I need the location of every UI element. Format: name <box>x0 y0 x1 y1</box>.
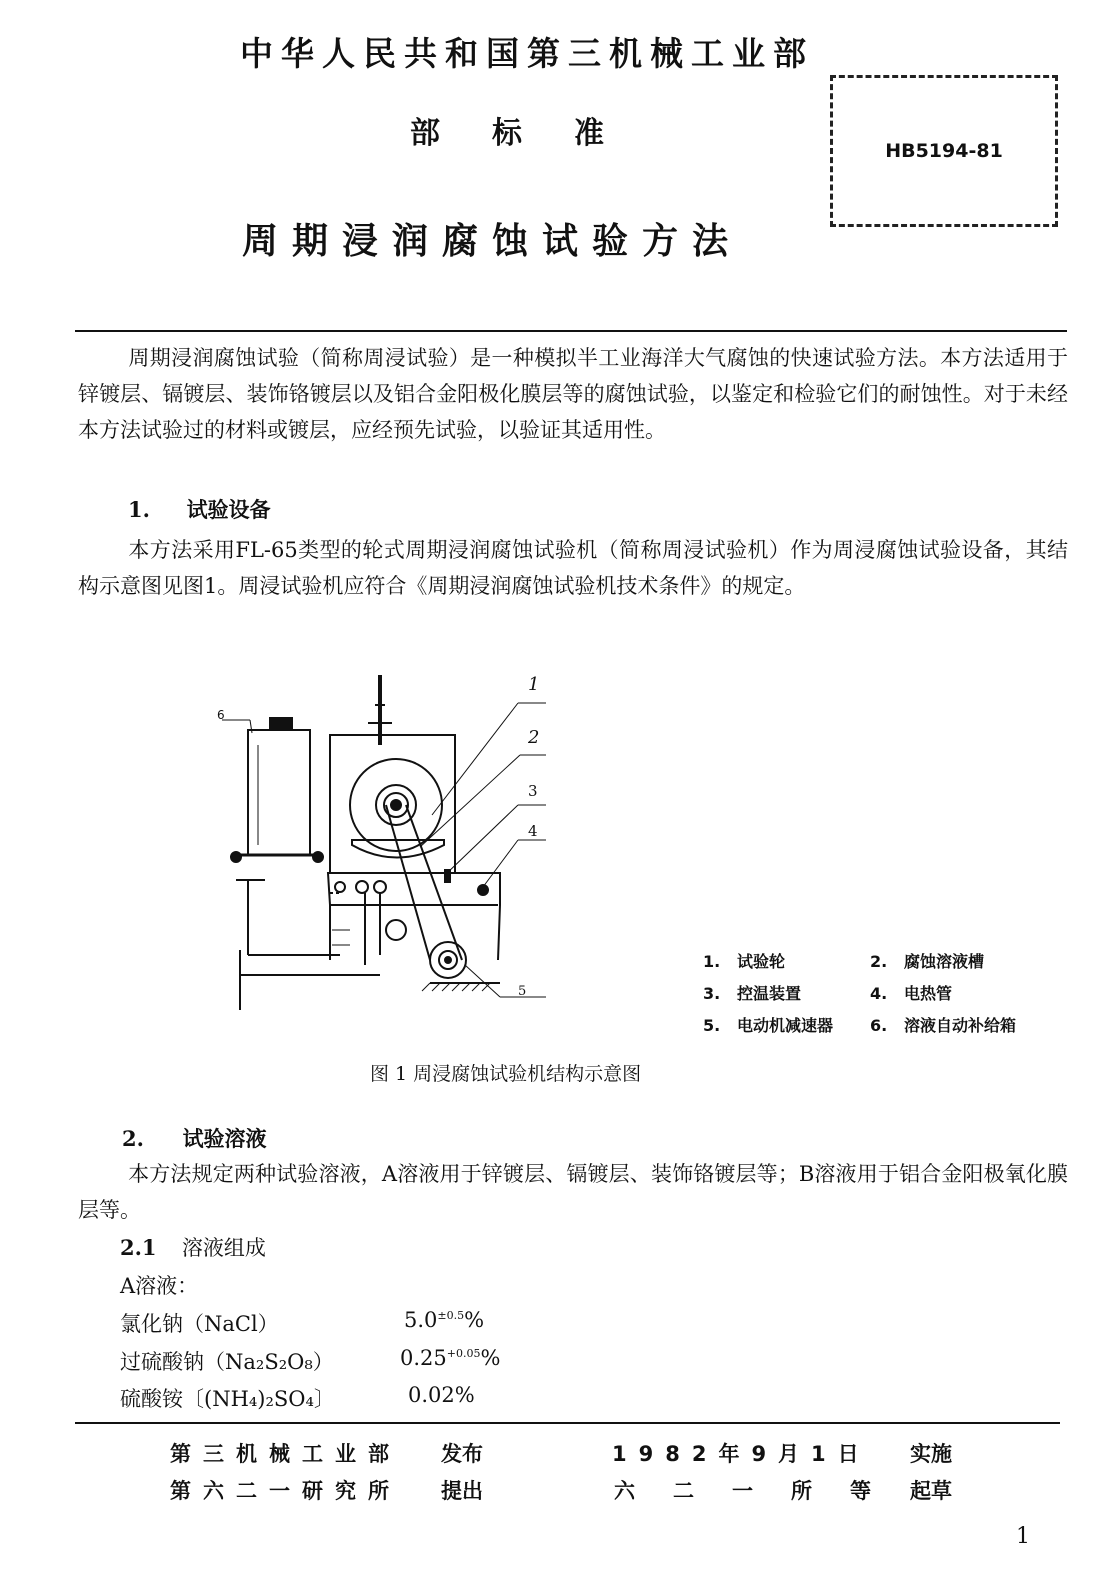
propose-label: 提出 <box>441 1479 483 1503</box>
document-title: 周期浸润腐蚀试验方法 <box>242 221 743 262</box>
page-number: 1 <box>1016 1524 1030 1549</box>
section1-number: 1. <box>128 497 150 522</box>
callout-3: 3 <box>528 782 538 800</box>
section1-text: 本方法采用FL-65类型的轮式周期浸润腐蚀试验机（简称周浸试验机）作为周浸腐蚀试验设备，其结构示意图见图1。周浸试验机应符合《周期浸润腐蚀试验机技术条件》的规定。 <box>78 538 1068 598</box>
issue-label: 发布 <box>441 1442 483 1466</box>
legend-item-2: 2. 腐蚀溶液槽 <box>870 952 984 971</box>
subsection-2-1 <box>120 1232 266 1262</box>
section2-paragraph <box>78 1156 1068 1228</box>
component-name: 硫酸铵〔(NH₄)₂SO₄〕 <box>120 1387 335 1411</box>
section2-text: 本方法规定两种试验溶液，A溶液用于锌镀层、镉镀层、装饰铬镀层等；B溶液用于铝合金阳极氧化膜层等。 <box>78 1162 1068 1222</box>
callout-4: 4 <box>528 822 538 840</box>
standard-code: HB5194-81 <box>885 140 1003 162</box>
legend-item-1: 1. 试验轮 <box>703 952 785 971</box>
section2-number: 2. <box>122 1126 144 1151</box>
component-name: 过硫酸钠（Na₂S₂O₈） <box>120 1350 334 1374</box>
component-name: 氯化钠（NaCl） <box>120 1312 279 1336</box>
solution-a-label: A溶液： <box>120 1274 199 1298</box>
component-value: 0.02% <box>408 1383 475 1407</box>
drafter: 六二一所等 <box>614 1479 909 1503</box>
ministry-title: 中华人民共和国第三机械工业部 <box>240 34 814 73</box>
component-value: $5.0^{\pm 0.5}\%$ <box>404 1308 485 1332</box>
proposer: 第六二一研究所 <box>170 1479 401 1503</box>
standard-code-box <box>830 75 1058 227</box>
subsection-number: 2.1 <box>120 1235 157 1260</box>
legend-item-4: 4. 电热管 <box>870 984 952 1003</box>
legend-item-5: 5. 电动机减速器 <box>703 1016 833 1035</box>
section1-paragraph <box>78 532 1068 604</box>
machine-frame-drawing <box>240 735 500 1010</box>
component-value: $0.25^{+0.05}\%$ <box>400 1346 501 1370</box>
motor-drawing <box>332 805 466 978</box>
section1-heading <box>128 494 271 524</box>
footer-divider <box>75 1422 1060 1424</box>
callout-1: 1 <box>528 674 540 695</box>
issuer: 第三机械工业部 <box>170 1442 401 1466</box>
standard-level: 部标准 <box>410 116 656 151</box>
apparatus-diagram <box>200 665 560 1010</box>
legend-item-6: 6. 溶液自动补给箱 <box>870 1016 1016 1035</box>
effective-date: 1982年9月1日 <box>612 1442 871 1466</box>
callout-5: 5 <box>518 984 527 999</box>
figure-caption: 图 1 周浸腐蚀试验机结构示意图 <box>370 1063 642 1085</box>
section2-heading <box>122 1123 267 1153</box>
header-divider <box>75 330 1067 332</box>
subsection-title: 溶液组成 <box>181 1236 266 1260</box>
section1-title: 试验设备 <box>186 497 271 522</box>
intro-text: 周期浸润腐蚀试验（简称周浸试验）是一种模拟半工业海洋大气腐蚀的快速试验方法。本方法适用于锌镀层、镉镀层、装饰铬镀层以及铝合金阳极化膜层等的腐蚀试验，以鉴定和检验它们的耐蚀性。对于未经本方法试验过的材料或镀层，应经预先试验，以验证其适用性。 <box>78 346 1068 442</box>
section2-title: 试验溶液 <box>182 1126 267 1151</box>
draft-label: 起草 <box>910 1479 952 1503</box>
callout-6: 6 <box>217 708 225 722</box>
intro-paragraph <box>78 340 1068 448</box>
callout-2: 2 <box>528 727 540 748</box>
effective-label: 实施 <box>910 1442 952 1466</box>
solution-tank-drawing <box>231 718 340 955</box>
legend-item-3: 3. 控温装置 <box>703 984 801 1003</box>
